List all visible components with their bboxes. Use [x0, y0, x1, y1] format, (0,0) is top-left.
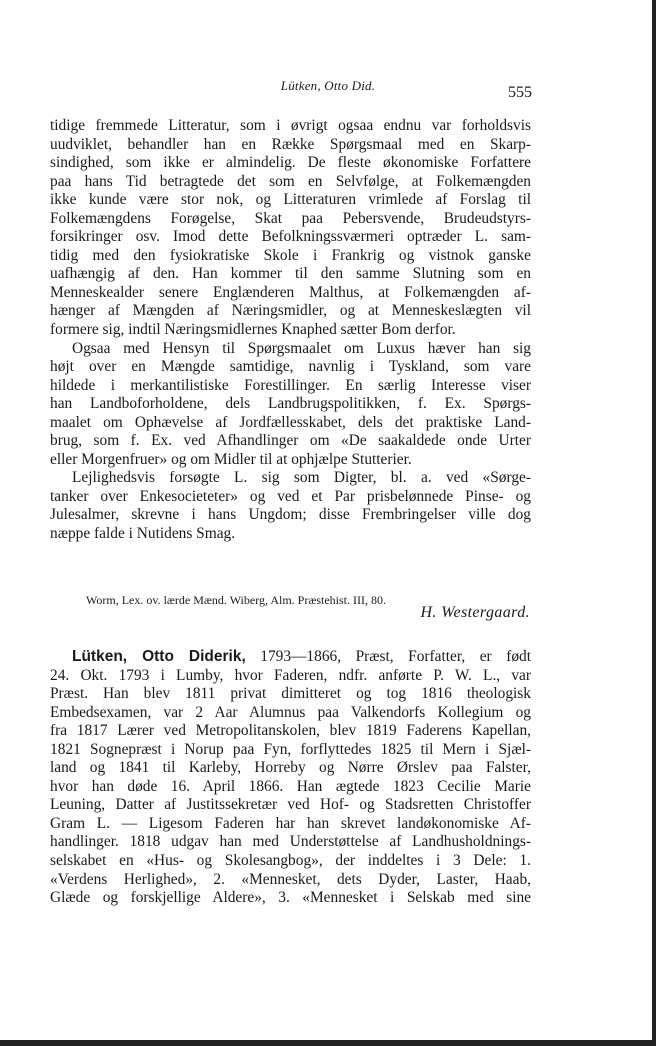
page-edge-bottom [0, 1040, 656, 1046]
text-line: 1821 Sognepræst i Norup paa Fyn, forflyttedes 1825 til Mern i Sjæl- [50, 740, 531, 758]
text-line: paa hans Tid betragtede det som en Selvfølge, at Folkemængden [50, 172, 531, 190]
text-line: formere sig, indtil Næringsmidlernes Knaphed sætter Bom derfor. [50, 321, 456, 339]
text-line: 24. Okt. 1793 i Lumby, hvor Faderen, ndfr. anførte P. W. L., var [50, 666, 531, 684]
text-line: selskabet en «Hus- og Skolesangbog», der inddeltes i 3 Dele: 1. [50, 852, 531, 870]
running-head: Lütken, Otto Did. [280, 78, 376, 93]
page-edge-right [652, 0, 656, 1046]
article-headword: Lütken, Otto Diderik, [72, 648, 246, 665]
text-line: fra 1817 Lærer ved Metropolitanskolen, blev 1819 Faderens Kapellan, [50, 722, 531, 740]
text-line: Leuning, Datter af Justitssekretær ved Hof- og Stadsretten Christoffer [50, 796, 531, 814]
text-line: Præst. Han blev 1811 privat dimitteret og tog 1816 theologisk [50, 685, 531, 703]
text-line: eller Morgenfruer» og om Midler til at ophjælpe Stutterier. [50, 450, 412, 468]
text-line: næppe falde i Nutidens Smag. [50, 525, 236, 543]
text-line: sindighed, som ikke er almindelig. De fleste økonomiske Forfattere [50, 154, 531, 172]
text-line: hænger af Mængden af Næringsmidler, og at Menneskeslægten vil [50, 302, 531, 320]
text-line [50, 648, 531, 667]
text-line: Gram L. — Ligesom Faderen har han skrevet landøkonomiske Af- [50, 814, 531, 832]
text-line: hvor han døde 16. April 1866. Han ægtede 1823 Cecilie Marie [50, 777, 531, 795]
text-line: uudviklet, behandler han en Række Spørgsmaal med en Skarp- [50, 135, 531, 153]
text-line: uafhængig af den. Han kommer til den samme Slutning som en [50, 265, 531, 283]
text-line: handlinger. 1818 udgav han med Understøttelse af Landhusholdnings- [50, 833, 531, 851]
text-line: Embedsexamen, var 2 Aar Alumnus paa Valkendorfs Kollegium og [50, 703, 531, 721]
text-line: «Verdens Herlighed», 2. «Mennesket, dets Dyder, Laster, Haab, [50, 870, 531, 888]
text-line: tanker over Enkesocieteter» og ved et Par prisbelønnede Pinse- og [50, 487, 531, 505]
text-line: maalet om Ophævelse af Jordfællesskabet, dels det praktiske Land- [50, 413, 531, 431]
text-line: Glæde og forskjellige Aldere», 3. «Mennesket i Selskab med sine [50, 889, 531, 907]
headword-continuation: 1793—1866, Præst, Forfatter, er født [245, 648, 531, 665]
article-lutken-otto-diderik [50, 648, 531, 908]
text-line: land og 1841 til Karleby, Horreby og Nørre Ørslev paa Falster, [50, 759, 531, 777]
text-line: hildede i merkantilistiske Forestillinger. En særlig Interesse viser [50, 376, 531, 394]
text-line: højt over en Mængde samtidige, navnlig i Tyskland, som vare [50, 358, 531, 376]
text-line: forsikringer osv. Imod dette Befolkningssværmeri optræder L. sam- [50, 228, 531, 246]
text-line: brug, som f. Ex. ved Afhandlinger om «De saakaldede onde Urter [50, 432, 531, 450]
text-line: Ogsaa med Hensyn til Spørgsmaalet om Luxus hæver han sig [72, 339, 531, 357]
text-line: Lejlighedsvis forsøgte L. sig som Digter, bl. a. ved «Sørge- [72, 469, 531, 487]
bibliography-reference: Worm, Lex. ov. lærde Mænd. Wiberg, Alm. Præstehist. III, 80. [86, 593, 386, 607]
paragraph-block-1 [50, 117, 531, 544]
text-line: tidige fremmede Litteratur, som i øvrigt ogsaa endnu var forholdsvis [50, 117, 531, 134]
text-line: ikke kunde være stor nok, og Litteraturen vrimlede af Forslag til [50, 191, 531, 209]
page-number: 555 [508, 84, 532, 101]
text-line: han Landboforholdene, dels Landbrugspolitikken, f. Ex. Spørgs- [50, 395, 531, 413]
author-signature: H. Westergaard. [420, 604, 530, 621]
text-line: Julesalmer, skrevne i hans Ungdom; disse Frembringelser ville dog [50, 506, 531, 524]
text-line: tidig med den fysiokratiske Skole i Frankrig og vistnok ganske [50, 246, 531, 264]
text-line: Menneskealder senere Englænderen Malthus, at Folkemængden af- [50, 283, 531, 301]
text-line: Folkemængdens Forøgelse, Skat paa Pebersvende, Brudeudstyrs- [50, 209, 531, 227]
